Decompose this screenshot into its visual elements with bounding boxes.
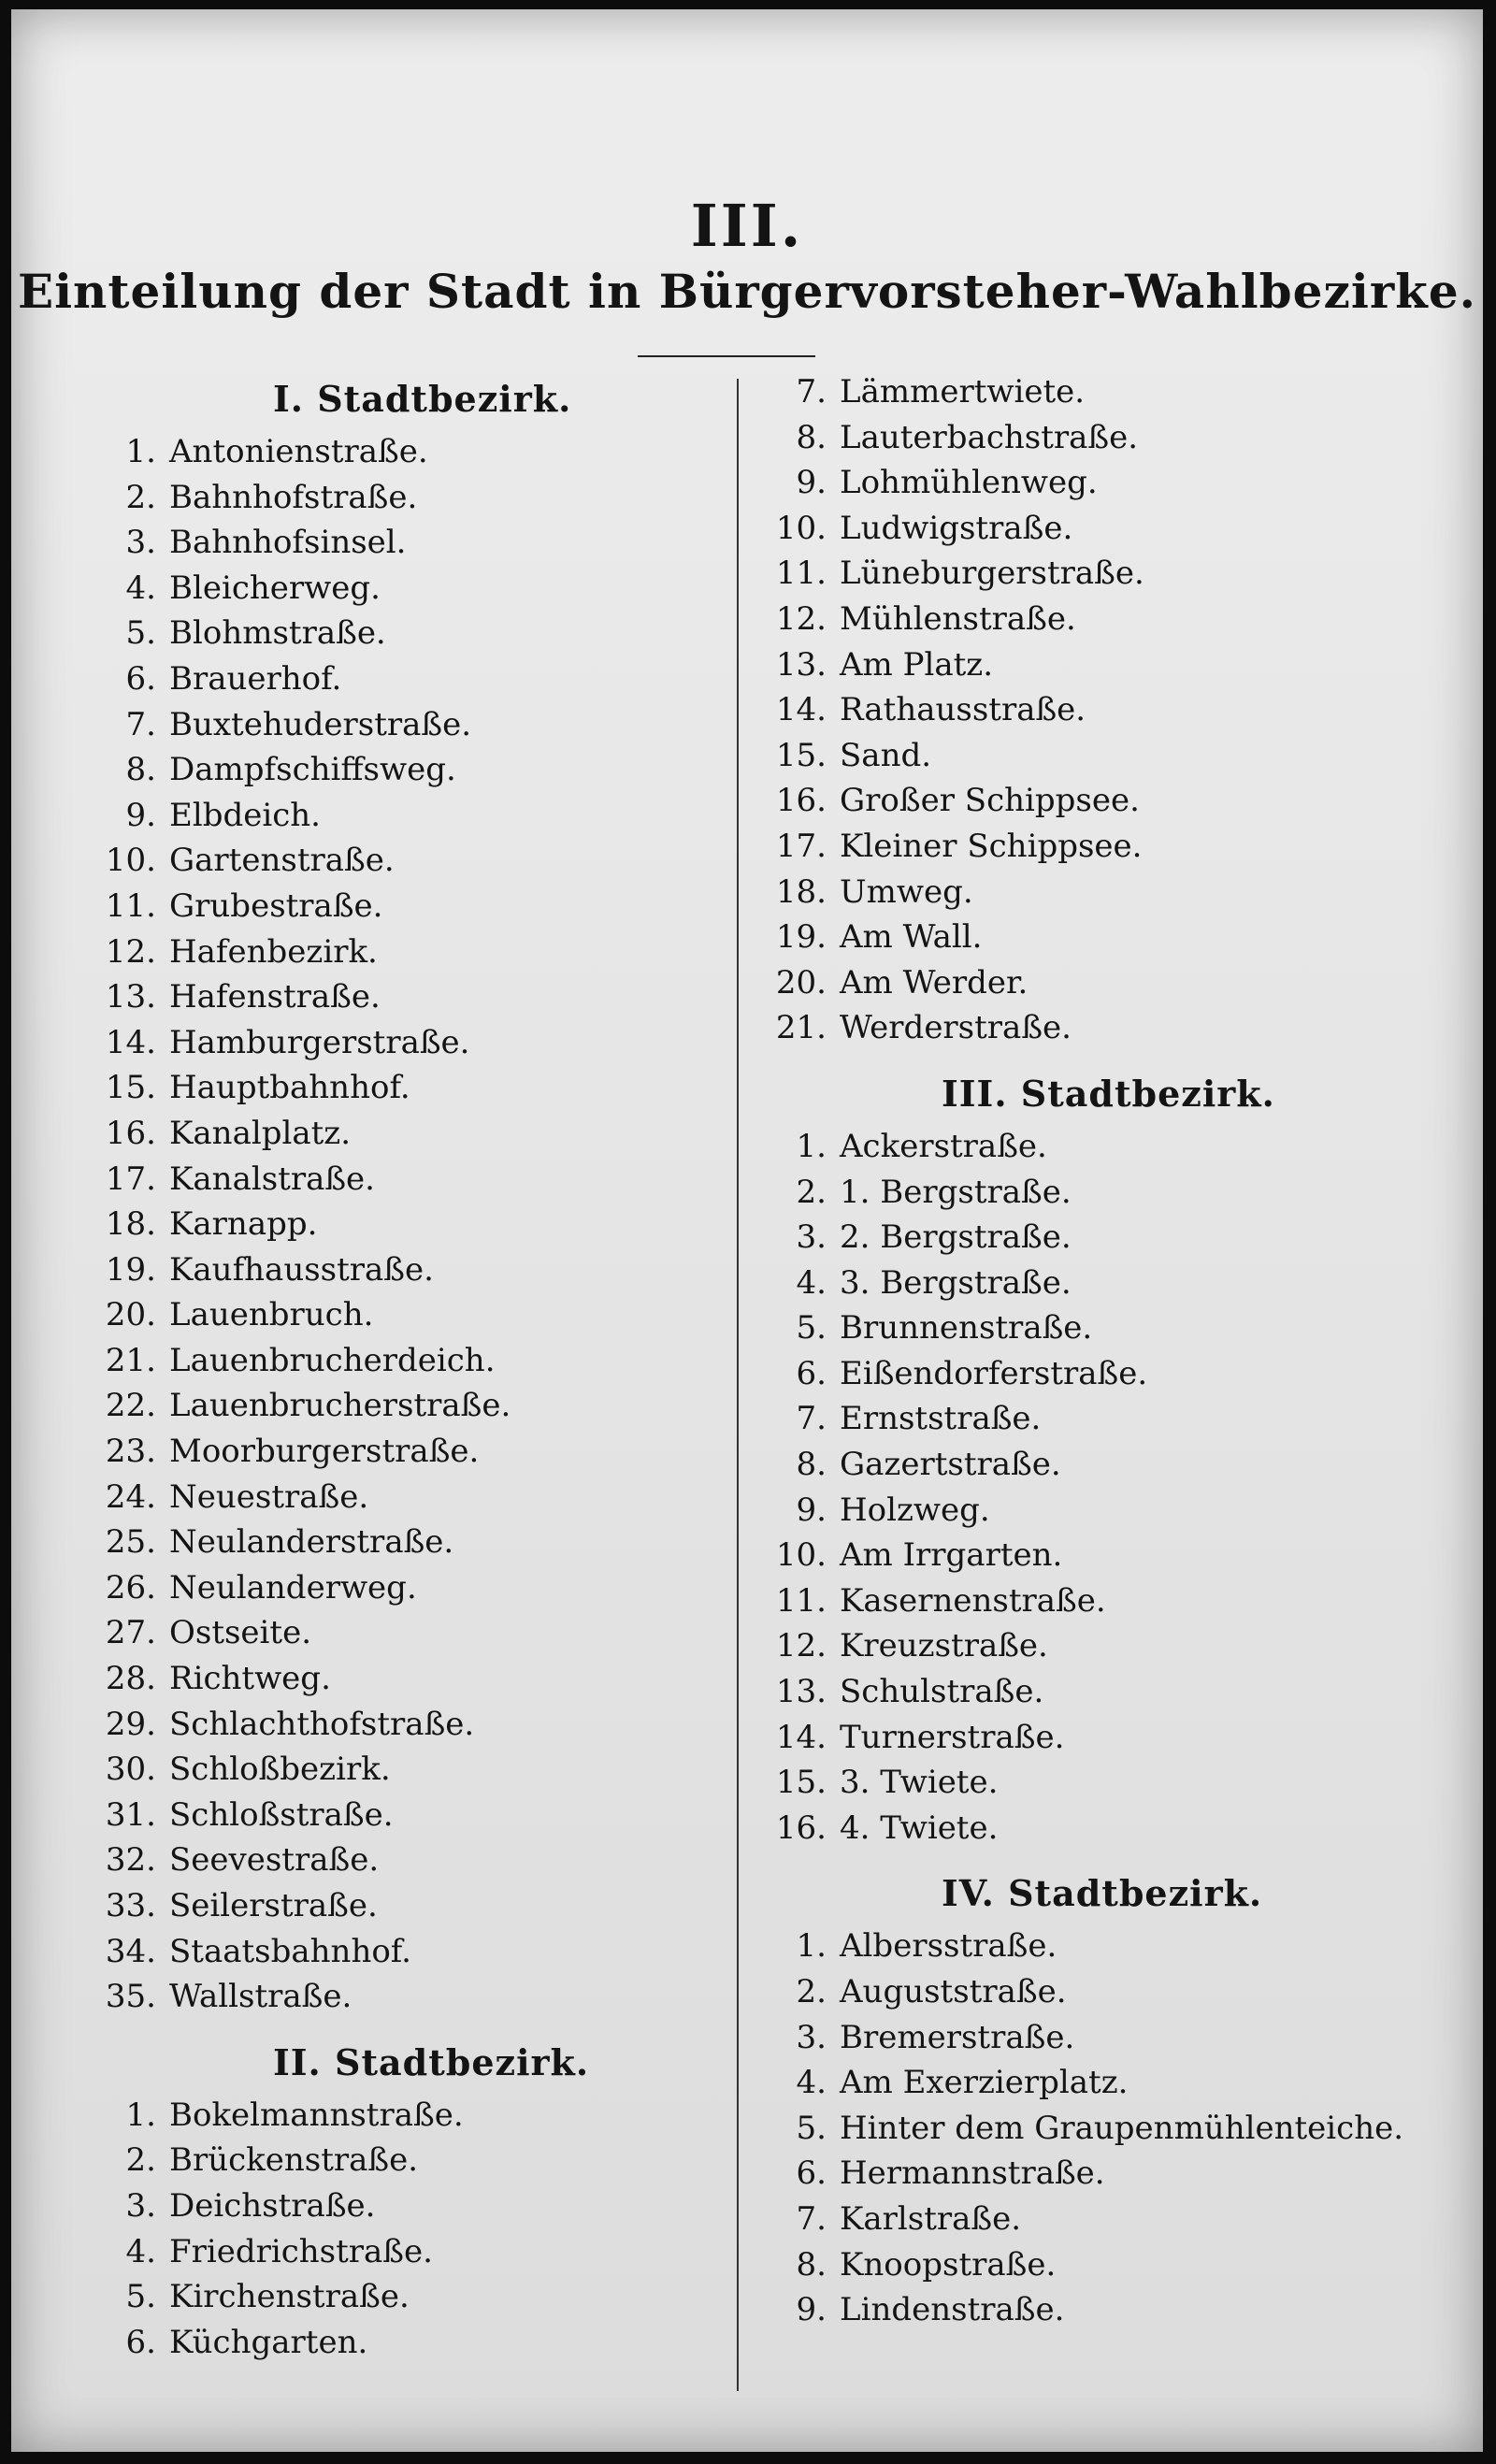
street-name: Staatsbahnhof.: [169, 1932, 411, 1970]
street-name: Knoopstraße.: [840, 2245, 1057, 2284]
item-number: 16.: [775, 782, 827, 820]
street-list-item: [63, 1475, 717, 1520]
street-name: Am Wall.: [840, 918, 983, 957]
street-name: Wallstraße.: [169, 1978, 352, 2016]
item-number: 34.: [105, 1932, 156, 1970]
street-name: Am Irrgarten.: [840, 1536, 1063, 1575]
street-list-item: [63, 656, 717, 702]
district-1-list: [63, 429, 717, 2020]
street-name: Bleicherweg.: [169, 569, 381, 607]
street-list-item: [750, 369, 1470, 415]
street-name: Kleiner Schippsee.: [840, 827, 1143, 865]
street-list-item: [63, 2274, 717, 2320]
item-number: 10.: [775, 1536, 827, 1575]
street-list-item: [750, 1924, 1470, 1969]
item-number: 1.: [796, 1927, 827, 1966]
street-name: Lauenbrucherdeich.: [169, 1341, 496, 1379]
street-name: Hinter dem Graupenmühlenteiche.: [840, 2109, 1404, 2147]
street-list-item: [63, 1702, 717, 1748]
item-number: 21.: [105, 1341, 156, 1379]
street-name: Lüneburgerstraße.: [840, 555, 1144, 593]
street-list-item: [63, 1520, 717, 1565]
street-name: 1. Bergstraße.: [840, 1173, 1072, 1211]
page-title: Einteilung der Stadt in Bürgervorsteher-Wahlbezirke.: [17, 264, 1477, 319]
street-list-item: [750, 733, 1470, 779]
item-number: 16.: [775, 1808, 827, 1847]
street-list-item: [63, 929, 717, 975]
street-name: Großer Schippsee.: [840, 782, 1140, 820]
item-number: 14.: [775, 1718, 827, 1756]
street-list-item: [750, 2242, 1470, 2288]
street-name: Kanalplatz.: [169, 1114, 352, 1152]
street-list-item: [63, 1111, 717, 1157]
street-name: Am Exerzierplatz.: [840, 2064, 1129, 2102]
street-list-item: [63, 1883, 717, 1929]
item-number: 9.: [796, 464, 827, 502]
street-name: Auguststraße.: [840, 1973, 1067, 2010]
left-column: [63, 369, 717, 2365]
item-number: 25.: [105, 1523, 156, 1562]
item-number: 22.: [105, 1387, 156, 1425]
street-name: Schloßbezirk.: [169, 1751, 391, 1789]
item-number: 20.: [775, 963, 827, 1001]
street-name: 3. Twiete.: [840, 1764, 999, 1802]
item-number: 32.: [105, 1841, 156, 1880]
street-list-item: [63, 2183, 717, 2229]
item-number: 7.: [796, 2199, 827, 2238]
district-3-list: [750, 1124, 1470, 1852]
item-number: 3.: [796, 2018, 827, 2056]
street-list-item: [750, 551, 1470, 597]
item-number: 1.: [125, 2096, 156, 2134]
item-number: 11.: [775, 555, 827, 593]
street-list-item: [750, 1806, 1470, 1852]
district-2-heading: II. Stadtbezirk.: [273, 2040, 590, 2083]
title-divider: [638, 355, 815, 357]
item-number: 1.: [125, 433, 156, 470]
street-name: Gazertstraße.: [840, 1446, 1061, 1484]
item-number: 4.: [125, 569, 156, 607]
item-number: 6.: [125, 2323, 156, 2361]
street-list-item: [63, 2138, 717, 2183]
item-number: 4.: [125, 2232, 156, 2270]
item-number: 11.: [105, 886, 156, 925]
street-list-item: [63, 1656, 717, 1702]
district-3-heading: III. Stadtbezirk.: [942, 1072, 1275, 1115]
street-list-item: [750, 1170, 1470, 1216]
item-number: 12.: [775, 599, 827, 638]
street-list-item: [63, 1338, 717, 1384]
street-name: Lauenbruch.: [169, 1296, 374, 1334]
street-list-item: [750, 2197, 1470, 2242]
item-number: 15.: [775, 736, 827, 774]
street-name: Moorburgerstraße.: [169, 1433, 480, 1471]
street-list-item: [63, 429, 717, 475]
street-name: Lauterbachstraße.: [840, 418, 1139, 456]
street-list-item: [63, 1565, 717, 1611]
item-number: 3.: [796, 1218, 827, 1257]
street-name: Antonienstraße.: [169, 433, 428, 470]
street-list-item: [750, 1261, 1470, 1306]
street-name: Sand.: [840, 736, 932, 774]
item-number: 12.: [775, 1627, 827, 1665]
item-number: 28.: [105, 1660, 156, 1698]
street-name: Karnapp.: [169, 1205, 318, 1244]
street-list-item: [63, 974, 717, 1020]
item-number: 4.: [796, 1263, 827, 1302]
street-name: Werderstraße.: [840, 1009, 1072, 1047]
street-list-item: [63, 1292, 717, 1338]
item-number: 12.: [105, 932, 156, 971]
street-name: Mühlenstraße.: [840, 599, 1076, 638]
section-number: III.: [690, 192, 804, 260]
street-name: Kreuzstraße.: [840, 1627, 1048, 1665]
street-list-item: [750, 460, 1470, 506]
item-number: 18.: [105, 1205, 156, 1244]
column-divider: [737, 379, 739, 2391]
street-list-item: [750, 506, 1470, 552]
street-list-item: [63, 1747, 717, 1793]
street-list-item: [63, 1065, 717, 1111]
item-number: 27.: [105, 1614, 156, 1652]
item-number: 6.: [796, 1354, 827, 1392]
street-name: Neulanderstraße.: [169, 1523, 454, 1562]
item-number: 15.: [105, 1069, 156, 1107]
street-list-item: [63, 884, 717, 929]
street-name: Ludwigstraße.: [840, 509, 1073, 547]
street-name: Rathausstraße.: [840, 691, 1086, 729]
street-list-item: [63, 1202, 717, 1247]
item-number: 8.: [125, 751, 156, 789]
item-number: 13.: [775, 1673, 827, 1711]
street-list-item: [63, 2229, 717, 2275]
street-list-item: [63, 793, 717, 839]
street-name: Blohmstraße.: [169, 614, 386, 653]
street-list-item: [63, 1837, 717, 1883]
street-list-item: [750, 870, 1470, 915]
street-name: Neulanderweg.: [169, 1568, 417, 1607]
street-list-item: [750, 960, 1470, 1006]
street-list-item: [63, 475, 717, 521]
item-number: 18.: [775, 872, 827, 911]
item-number: 7.: [125, 705, 156, 743]
street-name: Am Werder.: [840, 963, 1028, 1001]
street-name: Friedrichstraße.: [169, 2232, 433, 2270]
street-name: Albersstraße.: [840, 1927, 1057, 1966]
street-list-item: [750, 1669, 1470, 1715]
street-name: Kanalstraße.: [169, 1160, 375, 1198]
street-name: Bokelmannstraße.: [169, 2096, 464, 2134]
street-name: Schlachthofstraße.: [169, 1705, 475, 1743]
street-list-item: [63, 1383, 717, 1429]
item-number: 10.: [105, 842, 156, 880]
item-number: 13.: [105, 978, 156, 1016]
street-name: Schloßstraße.: [169, 1795, 394, 1834]
item-number: 8.: [796, 2245, 827, 2284]
street-name: Hafenstraße.: [169, 978, 381, 1016]
street-list-item: [750, 1005, 1470, 1051]
street-list-item: [750, 1578, 1470, 1624]
item-number: 19.: [105, 1250, 156, 1289]
item-number: 35.: [105, 1978, 156, 2016]
street-list-item: [63, 1929, 717, 1975]
street-name: 3. Bergstraße.: [840, 1263, 1072, 1302]
street-name: Hafenbezirk.: [169, 932, 378, 971]
street-list-item: [750, 2060, 1470, 2106]
district-2-list-right: [750, 369, 1470, 1051]
street-name: Gartenstraße.: [169, 842, 395, 880]
street-list-item: [63, 2093, 717, 2139]
item-number: 15.: [775, 1764, 827, 1802]
item-number: 3.: [125, 2186, 156, 2225]
street-list-item: [63, 747, 717, 793]
street-list-item: [750, 597, 1470, 642]
item-number: 7.: [796, 1400, 827, 1438]
street-name: Seilerstraße.: [169, 1887, 378, 1924]
street-list-item: [63, 1610, 717, 1656]
street-name: Dampfschiffsweg.: [169, 751, 456, 789]
street-list-item: [750, 1396, 1470, 1442]
street-list-item: [750, 1533, 1470, 1578]
item-number: 8.: [796, 418, 827, 456]
street-name: Hamburgerstraße.: [169, 1023, 470, 1061]
street-name: Turnerstraße.: [840, 1718, 1065, 1756]
street-name: Karlstraße.: [840, 2199, 1022, 2238]
street-name: Brauerhof.: [169, 659, 342, 698]
street-list-item: [750, 1488, 1470, 1534]
street-list-item: [750, 915, 1470, 960]
item-number: 17.: [105, 1160, 156, 1198]
street-name: Brunnenstraße.: [840, 1309, 1093, 1347]
item-number: 19.: [775, 918, 827, 957]
item-number: 30.: [105, 1751, 156, 1789]
street-name: Grubestraße.: [169, 886, 383, 925]
street-name: Bahnhofstraße.: [169, 478, 418, 516]
item-number: 5.: [125, 614, 156, 653]
item-number: 21.: [775, 1009, 827, 1047]
item-number: 6.: [796, 2154, 827, 2193]
item-number: 17.: [775, 827, 827, 865]
item-number: 6.: [125, 659, 156, 698]
item-number: 5.: [796, 1309, 827, 1347]
street-name: Buxtehuderstraße.: [169, 705, 472, 743]
item-number: 26.: [105, 1568, 156, 1607]
item-number: 8.: [796, 1446, 827, 1484]
street-list-item: [63, 1974, 717, 2020]
item-number: 2.: [796, 1973, 827, 2010]
street-name: Am Platz.: [840, 645, 994, 684]
street-list-item: [750, 1351, 1470, 1397]
item-number: 14.: [775, 691, 827, 729]
item-number: 9.: [796, 2291, 827, 2329]
street-list-item: [750, 2151, 1470, 2197]
street-name: Ernststraße.: [840, 1400, 1042, 1438]
book-page: [11, 9, 1483, 2452]
street-list-item: [750, 2287, 1470, 2333]
item-number: 5.: [796, 2109, 827, 2147]
street-list-item: [750, 1442, 1470, 1488]
street-name: Lohmühlenweg.: [840, 464, 1098, 502]
item-number: 3.: [125, 524, 156, 562]
street-name: Hauptbahnhof.: [169, 1069, 410, 1107]
street-name: Eißendorferstraße.: [840, 1354, 1148, 1392]
item-number: 10.: [775, 509, 827, 547]
street-list-item: [750, 687, 1470, 733]
street-list-item: [750, 1124, 1470, 1170]
street-list-item: [750, 642, 1470, 688]
item-number: 9.: [125, 796, 156, 834]
street-name: Lauenbrucherstraße.: [169, 1387, 511, 1425]
street-list-item: [63, 702, 717, 748]
street-list-item: [63, 1157, 717, 1203]
street-list-item: [750, 415, 1470, 461]
item-number: 5.: [125, 2278, 156, 2316]
street-list-item: [63, 566, 717, 612]
item-number: 16.: [105, 1114, 156, 1152]
street-list-item: [63, 1020, 717, 1066]
item-number: 20.: [105, 1296, 156, 1334]
street-list-item: [750, 778, 1470, 824]
item-number: 14.: [105, 1023, 156, 1061]
street-list-item: [63, 611, 717, 656]
street-list-item: [63, 2320, 717, 2366]
street-name: 2. Bergstraße.: [840, 1218, 1072, 1257]
street-list-item: [750, 1305, 1470, 1351]
street-list-item: [750, 1969, 1470, 2015]
street-name: Ackerstraße.: [840, 1127, 1047, 1165]
item-number: 2.: [796, 1173, 827, 1211]
street-name: Lindenstraße.: [840, 2291, 1065, 2329]
street-name: Kirchenstraße.: [169, 2278, 410, 2316]
street-name: Bahnhofsinsel.: [169, 524, 407, 562]
street-list-item: [63, 1247, 717, 1293]
street-name: Schulstraße.: [840, 1673, 1044, 1711]
item-number: 23.: [105, 1433, 156, 1471]
item-number: 11.: [775, 1581, 827, 1620]
street-name: Umweg.: [840, 872, 973, 911]
street-name: Kasernenstraße.: [840, 1581, 1106, 1620]
district-4-heading: IV. Stadtbezirk.: [942, 1872, 1263, 1915]
street-name: Neuestraße.: [169, 1477, 369, 1516]
street-list-item: [63, 1429, 717, 1475]
street-name: Lämmertwiete.: [840, 373, 1086, 411]
street-name: Deichstraße.: [169, 2186, 376, 2225]
item-number: 7.: [796, 373, 827, 411]
street-name: Küchgarten.: [169, 2323, 368, 2361]
street-name: Holzweg.: [840, 1491, 990, 1529]
street-list-item: [750, 1623, 1470, 1669]
item-number: 2.: [125, 2141, 156, 2180]
street-list-item: [750, 1760, 1470, 1806]
item-number: 2.: [125, 478, 156, 516]
street-list-item: [750, 2015, 1470, 2061]
street-list-item: [63, 1793, 717, 1838]
street-list-item: [63, 520, 717, 566]
district-1-heading: I. Stadtbezirk.: [273, 378, 572, 420]
district-4-list: [750, 1924, 1470, 2332]
street-name: Ostseite.: [169, 1614, 312, 1652]
item-number: 1.: [796, 1127, 827, 1165]
street-name: Kaufhausstraße.: [169, 1250, 434, 1289]
street-name: Bremerstraße.: [840, 2018, 1075, 2056]
street-name: Hermannstraße.: [840, 2154, 1105, 2193]
street-list-item: [750, 1215, 1470, 1261]
district-2-list-left: [63, 2093, 717, 2366]
item-number: 31.: [105, 1795, 156, 1834]
item-number: 24.: [105, 1477, 156, 1516]
street-list-item: [750, 1715, 1470, 1761]
street-name: Seevestraße.: [169, 1841, 380, 1880]
street-list-item: [750, 824, 1470, 870]
street-list-item: [750, 2106, 1470, 2152]
street-name: Brückenstraße.: [169, 2141, 419, 2180]
street-name: 4. Twiete.: [840, 1808, 999, 1847]
item-number: 13.: [775, 645, 827, 684]
right-column: [750, 369, 1470, 2333]
item-number: 9.: [796, 1491, 827, 1529]
item-number: 33.: [105, 1887, 156, 1924]
street-name: Richtweg.: [169, 1660, 331, 1698]
street-list-item: [63, 838, 717, 884]
item-number: 4.: [796, 2064, 827, 2102]
item-number: 29.: [105, 1705, 156, 1743]
street-name: Elbdeich.: [169, 796, 321, 834]
